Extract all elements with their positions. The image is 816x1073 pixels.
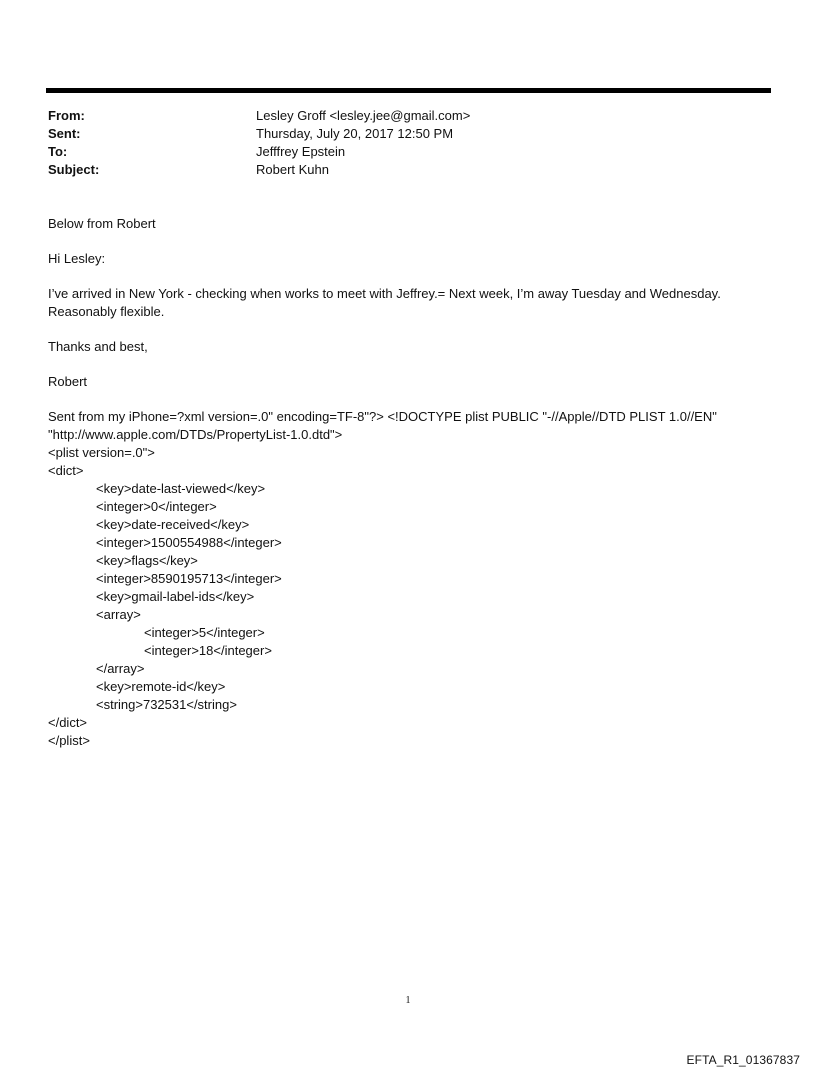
plist-line: </dict>: [48, 715, 88, 730]
plist-line: <integer>18</integer>: [144, 643, 272, 658]
plist-line: <integer>8590195713</integer>: [96, 571, 282, 586]
plist-line: <integer>5</integer>: [144, 625, 265, 640]
plist-line: <string>732531</string>: [96, 697, 237, 712]
page-number: 1: [405, 995, 411, 1006]
sent-value: Thursday, July 20, 2017 12:50 PM: [256, 126, 454, 141]
from-row: [48, 107, 748, 125]
plist-line: <dict>: [48, 463, 84, 478]
footer-line-3: <plist version=.0">: [48, 445, 155, 460]
email-body: [48, 215, 768, 750]
plist-line: <key>date-last-viewed</key>: [96, 481, 266, 496]
plist-line: <array>: [96, 607, 141, 622]
email-header: [48, 107, 748, 179]
header-divider: [46, 88, 771, 93]
sent-row: [48, 125, 748, 143]
subject-label: Subject:: [48, 162, 100, 177]
plist-line: <integer>1500554988</integer>: [96, 535, 282, 550]
to-row: [48, 143, 748, 161]
bates-number: EFTA_R1_01367837: [686, 1053, 800, 1067]
plist-line: <integer>0</integer>: [96, 499, 217, 514]
plist-line: </plist>: [48, 733, 90, 748]
closing-text: Thanks and best,: [48, 339, 148, 354]
greeting-text: Hi Lesley:: [48, 251, 106, 266]
footer-line-2: "http://www.apple.com/DTDs/PropertyList-1.0.dtd">: [48, 427, 343, 442]
from-label: From:: [48, 108, 85, 123]
plist-line: <key>remote-id</key>: [96, 679, 226, 694]
plist-line: <key>date-received</key>: [96, 517, 250, 532]
message-text: I’ve arrived in New York - checking when works to meet with Jeffrey.= Next week, I’m away Tuesday and Wednesday. Reasonably flexible.: [48, 286, 725, 319]
footer-line-1: Sent from my iPhone=?xml version=.0" encoding=TF-8"?> <!DOCTYPE plist PUBLIC "-//Apple//DTD PLIST 1.0//EN": [48, 409, 717, 424]
to-value: Jefffrey Epstein: [256, 144, 346, 159]
to-label: To:: [48, 144, 68, 159]
plist-line: </array>: [96, 661, 145, 676]
sent-label: Sent:: [48, 126, 81, 141]
signature-text: Robert: [48, 374, 88, 389]
subject-value: Robert Kuhn: [256, 162, 329, 177]
plist-line: <key>gmail-label-ids</key>: [96, 589, 255, 604]
intro-text: Below from Robert: [48, 216, 156, 231]
plist-footer: [48, 408, 768, 750]
subject-row: [48, 161, 748, 179]
plist-line: <key>flags</key>: [96, 553, 198, 568]
from-value: Lesley Groff <lesley.jee@gmail.com>: [256, 108, 471, 123]
